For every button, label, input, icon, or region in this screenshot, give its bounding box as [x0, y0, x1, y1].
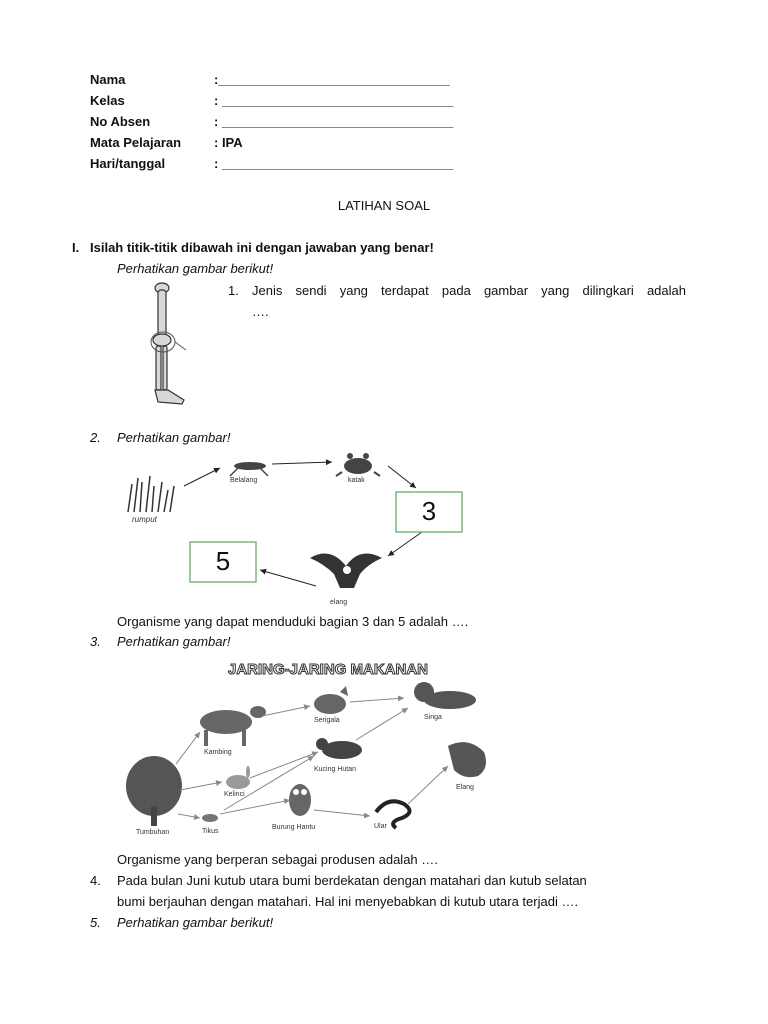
rabbit-icon [226, 766, 250, 789]
mouse-icon [202, 814, 218, 822]
section-instruction: Isilah titik-titik dibawah ini dengan jawaban yang benar! [90, 240, 434, 255]
label-tumbuhan: Tumbuhan [136, 829, 170, 836]
label-serigala: Serigala [314, 717, 340, 724]
answer-box-3-label: 3 [421, 496, 437, 526]
field-label-nama: Nama [90, 72, 126, 87]
q2-prompt: Perhatikan gambar! [117, 430, 231, 445]
field-value-no-absen: : ________________________________ [214, 114, 454, 129]
q4-number: 4. [90, 873, 101, 888]
tree-icon [126, 756, 182, 826]
q3-question: Organisme yang berperan sebagai produsen adalah …. [117, 852, 438, 867]
label-burung-hantu: Burung Hantu [272, 824, 316, 831]
q4-text-line1: Pada bulan Juni kutub utara bumi berdekatan dengan matahari dan kutub selatan [117, 873, 587, 888]
q4-text-line2: bumi berjauhan dengan matahari. Hal ini menyebabkan di kutub utara terjadi …. [117, 894, 579, 909]
q3-prompt: Perhatikan gambar! [117, 634, 231, 649]
label-kambing: Kambing [204, 749, 232, 756]
field-label-mapel: Mata Pelajaran [90, 135, 182, 150]
field-label-no-absen: No Absen [90, 114, 151, 129]
goat-icon [200, 706, 266, 746]
q1-text-line1: Jenis sendi yang terdapat pada gambar yang dilingkari adalah [252, 283, 686, 298]
owl-icon [289, 784, 311, 816]
label-katak: katak [348, 477, 365, 484]
field-value-mapel: : IPA [214, 135, 243, 150]
q1-number: 1. [228, 283, 239, 298]
grasshopper-icon [230, 462, 268, 476]
section-intro: Perhatikan gambar berikut! [117, 261, 274, 276]
label-singa: Singa [424, 714, 442, 721]
field-label-hari: Hari/tanggal [90, 156, 166, 171]
eagle-web-icon [448, 742, 486, 777]
q2-number: 2. [90, 430, 101, 445]
field-value-kelas: : ________________________________ [214, 93, 454, 108]
eagle-icon [310, 554, 382, 589]
lion-icon [414, 682, 476, 709]
q5-number: 5. [90, 915, 101, 930]
label-elang: elang [330, 599, 348, 606]
q2-question: Organisme yang dapat menduduki bagian 3 dan 5 adalah …. [117, 614, 469, 629]
answer-box-5-label: 5 [215, 546, 231, 576]
section-numeral: I. [72, 240, 80, 255]
field-label-kelas: Kelas [90, 93, 125, 108]
leg-skeleton-image [138, 280, 198, 410]
label-ular: Ular [374, 823, 387, 830]
q3-number: 3. [90, 634, 101, 649]
label-rumput: rumput [132, 515, 157, 524]
page-title: LATIHAN SOAL [337, 198, 431, 213]
frog-icon [336, 453, 380, 476]
food-web-diagram [118, 656, 528, 840]
label-elang-web: Elang [456, 784, 474, 791]
label-kelinci: Kelinci [224, 791, 245, 798]
wildcat-icon [316, 738, 362, 759]
food-chain-diagram [110, 446, 470, 608]
label-kucing-hutan: Kucing Hutan [314, 766, 357, 773]
q5-prompt: Perhatikan gambar berikut! [117, 915, 274, 930]
field-value-nama: :________________________________ [214, 72, 450, 87]
wolf-icon [314, 686, 348, 714]
q1-text-line2: …. [252, 304, 269, 319]
label-tikus: Tikus [202, 828, 219, 835]
grass-icon [128, 476, 174, 512]
label-belalang: Belalang [230, 477, 258, 484]
food-web-title: JARING-JARING MAKANAN [227, 661, 429, 678]
field-value-hari: : ________________________________ [214, 156, 454, 171]
